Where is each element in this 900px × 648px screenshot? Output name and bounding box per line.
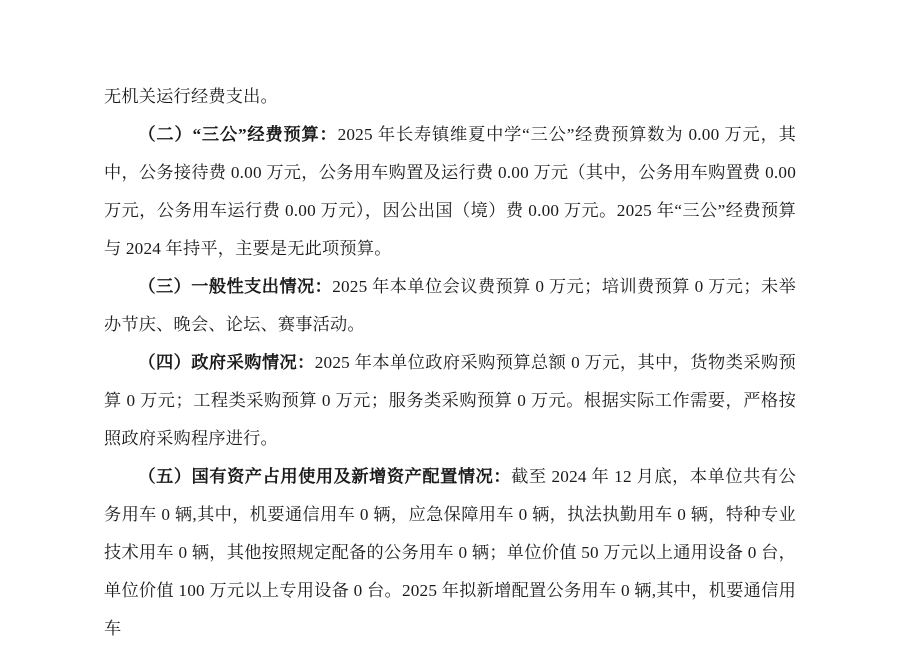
paragraph-lead: （二）“三公”经费预算：: [138, 125, 338, 144]
paragraph: [104, 344, 796, 458]
paragraph: [104, 268, 796, 344]
paragraph-lead: （三）一般性支出情况：: [138, 277, 333, 296]
paragraph-text: 2025 年长寿镇维夏中学“三公”经费预算数为 0.00 万元，其中，公务接待费 0.00 万元，公务用车购置及运行费 0.00 万元（其中，公务用车购置费 0.00 万元，公务用车运行费 0.00 万元），因公出国（境）费 0.00 万元。2025 年“三公”经费预算与 2024 年持平，主要是无此项预算。: [104, 125, 797, 258]
document-body: [104, 78, 796, 648]
paragraph: [104, 458, 796, 648]
paragraph-text: 无机关运行经费支出。: [104, 87, 278, 106]
paragraph: [104, 78, 796, 116]
paragraph-lead: （五）国有资产占用使用及新增资产配置情况：: [138, 467, 512, 486]
paragraph-text: 2025 年本单位会议费预算 0 万元；培训费预算 0 万元；未举办节庆、晚会、论坛、赛事活动。: [104, 277, 796, 334]
paragraph-text: 截至 2024 年 12 月底，本单位共有公务用车 0 辆,其中，机要通信用车 0 辆，应急保障用车 0 辆，执法执勤用车 0 辆，特种专业技术用车 0 辆，其他按照规定配备的公务用车 0 辆；单位价值 50 万元以上通用设备 0 台，单位价值 100 万元以上专用设备 0 台。2025 年拟新增配置公务用车 0 辆,其中，机要通信用车: [104, 467, 797, 638]
paragraph-text: 2025 年本单位政府采购预算总额 0 万元，其中，货物类采购预算 0 万元；工程类采购预算 0 万元；服务类采购预算 0 万元。根据实际工作需要，严格按照政府采购程序进行。: [104, 353, 796, 448]
paragraph-lead: （四）政府采购情况：: [138, 353, 315, 372]
paragraph: [104, 116, 796, 268]
